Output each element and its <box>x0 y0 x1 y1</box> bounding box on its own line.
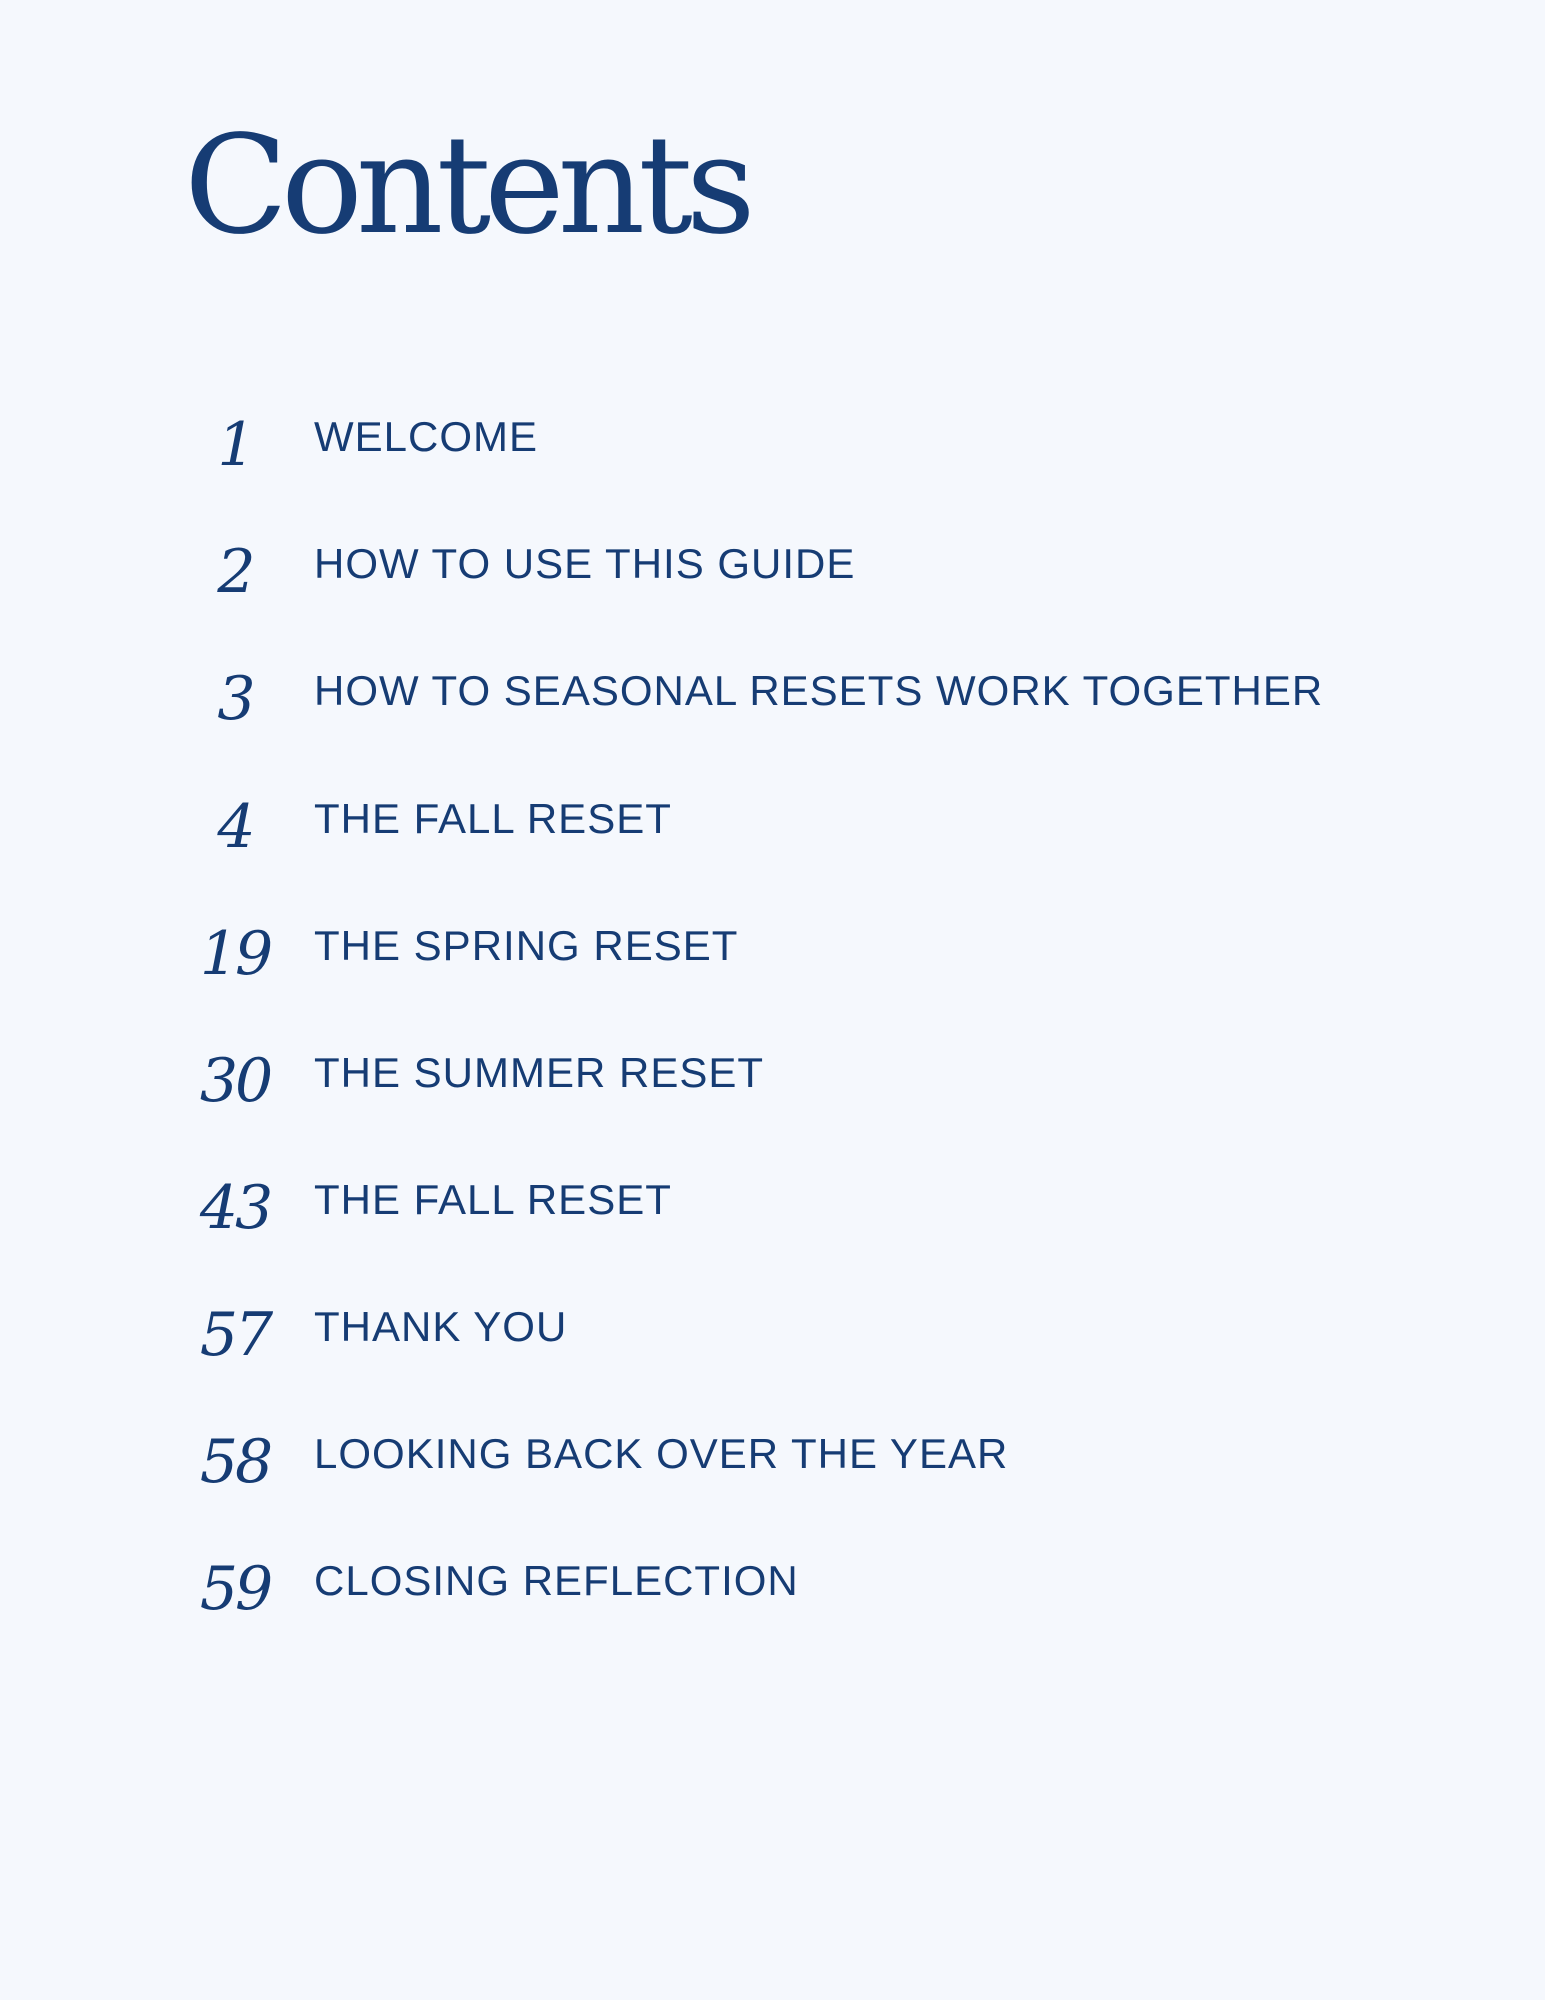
toc-page-number: 59 <box>199 1554 271 1624</box>
toc-entry-summer-reset[interactable] <box>190 1041 1490 1121</box>
toc-page-number: 4 <box>217 792 253 862</box>
toc-entry-title: THE FALL RESET <box>314 795 672 842</box>
toc-entry-title: WELCOME <box>314 413 539 460</box>
toc-entry-title: THANK YOU <box>314 1303 568 1350</box>
toc-entry-title: HOW TO SEASONAL RESETS WORK TOGETHER <box>314 667 1324 714</box>
page-title: Contents <box>184 107 749 265</box>
toc-entry-title: LOOKING BACK OVER THE YEAR <box>314 1430 1009 1477</box>
toc-page-number: 19 <box>199 919 271 989</box>
toc-entry-thank-you[interactable] <box>190 1295 1490 1375</box>
toc-entry-title: THE FALL RESET <box>314 1176 672 1223</box>
toc-entry-closing-reflection[interactable] <box>190 1549 1490 1629</box>
toc-entry-how-to-use[interactable] <box>190 532 1490 612</box>
toc-entry-fall-reset-2[interactable] <box>190 1168 1490 1248</box>
toc-entry-welcome[interactable] <box>190 405 1490 485</box>
toc-page-number: 58 <box>199 1427 271 1497</box>
toc-entry-fall-reset[interactable] <box>190 787 1490 867</box>
toc-entry-looking-back[interactable] <box>190 1422 1490 1502</box>
toc-entry-title: THE SPRING RESET <box>314 922 739 969</box>
toc-entry-seasonal-resets[interactable] <box>190 659 1490 739</box>
toc-page-number: 1 <box>217 410 253 480</box>
toc-page-number: 43 <box>199 1173 271 1243</box>
toc-page-number: 3 <box>217 664 253 734</box>
toc-page-number: 2 <box>217 537 253 607</box>
toc-entry-title: CLOSING REFLECTION <box>314 1557 799 1604</box>
toc-entry-title: HOW TO USE THIS GUIDE <box>314 540 856 587</box>
toc-page-number: 57 <box>199 1300 271 1370</box>
toc-page-number: 30 <box>199 1046 271 1116</box>
toc-entry-title: THE SUMMER RESET <box>314 1049 765 1096</box>
toc-entry-spring-reset[interactable] <box>190 914 1490 994</box>
